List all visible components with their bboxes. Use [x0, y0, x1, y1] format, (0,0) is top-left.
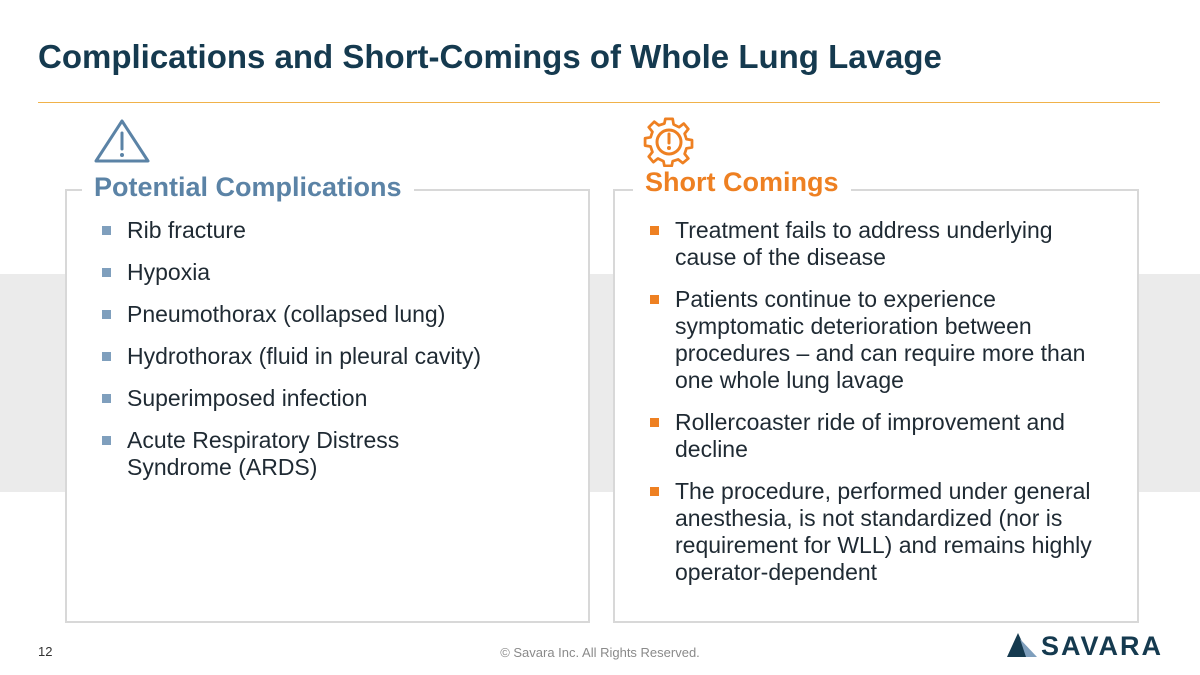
bullet-square-icon: [102, 436, 111, 445]
complications-heading: Potential Complications: [82, 172, 414, 203]
bullet-square-icon: [102, 226, 111, 235]
savara-logo: [1007, 631, 1164, 661]
list-item: [647, 478, 1115, 586]
list-item: [647, 409, 1085, 463]
list-item-text: Hydrothorax (fluid in pleural cavity): [127, 343, 482, 369]
list-item: [99, 217, 569, 244]
list-item-text: The procedure, performed under general anesthesia, is not standardized (nor is requirement for WLL) and remains highly operator-dependent: [675, 478, 1092, 585]
savara-logo-mark-icon: [1007, 632, 1037, 658]
slide-title: Complications and Short-Comings of Whole Lung Lavage: [38, 38, 942, 75]
list-item: [99, 343, 569, 370]
logo-wordmark: SAVARA: [1041, 631, 1164, 661]
title-divider: [38, 102, 1160, 103]
list-item: [647, 286, 1117, 394]
shortcomings-list: [647, 217, 1117, 601]
list-item-text: Rollercoaster ride of improvement and decline: [675, 409, 1065, 462]
shortcomings-heading: Short Comings: [633, 167, 851, 198]
bullet-square-icon: [102, 268, 111, 277]
bullet-square-icon: [102, 310, 111, 319]
page-number: 12: [38, 644, 53, 659]
warning-triangle-icon: [93, 118, 151, 164]
list-item: [99, 427, 457, 481]
bullet-square-icon: [650, 226, 659, 235]
list-item-text: Pneumothorax (collapsed lung): [127, 301, 446, 327]
list-item-text: Patients continue to experience symptomatic deterioration between procedures – and can require more than one whole lung lavage: [675, 286, 1086, 393]
complications-panel: [65, 172, 590, 623]
shortcomings-panel: [613, 167, 1139, 623]
list-item-text: Treatment fails to address underlying cause of the disease: [675, 217, 1053, 270]
bullet-square-icon: [102, 352, 111, 361]
bullet-square-icon: [650, 418, 659, 427]
gear-alert-icon: [640, 114, 698, 168]
list-item: [647, 217, 1117, 271]
list-item-text: Superimposed infection: [127, 385, 368, 411]
copyright-notice: © Savara Inc. All Rights Reserved.: [500, 645, 700, 660]
list-item: [99, 385, 569, 412]
list-item-text: Acute Respiratory Distress Syndrome (ARDS): [127, 427, 400, 480]
list-item-text: Hypoxia: [127, 259, 211, 285]
complications-list: [99, 217, 569, 496]
list-item-text: Rib fracture: [127, 217, 246, 243]
list-item: [99, 301, 569, 328]
bullet-square-icon: [650, 487, 659, 496]
bullet-square-icon: [650, 295, 659, 304]
list-item: [99, 259, 569, 286]
bullet-square-icon: [102, 394, 111, 403]
